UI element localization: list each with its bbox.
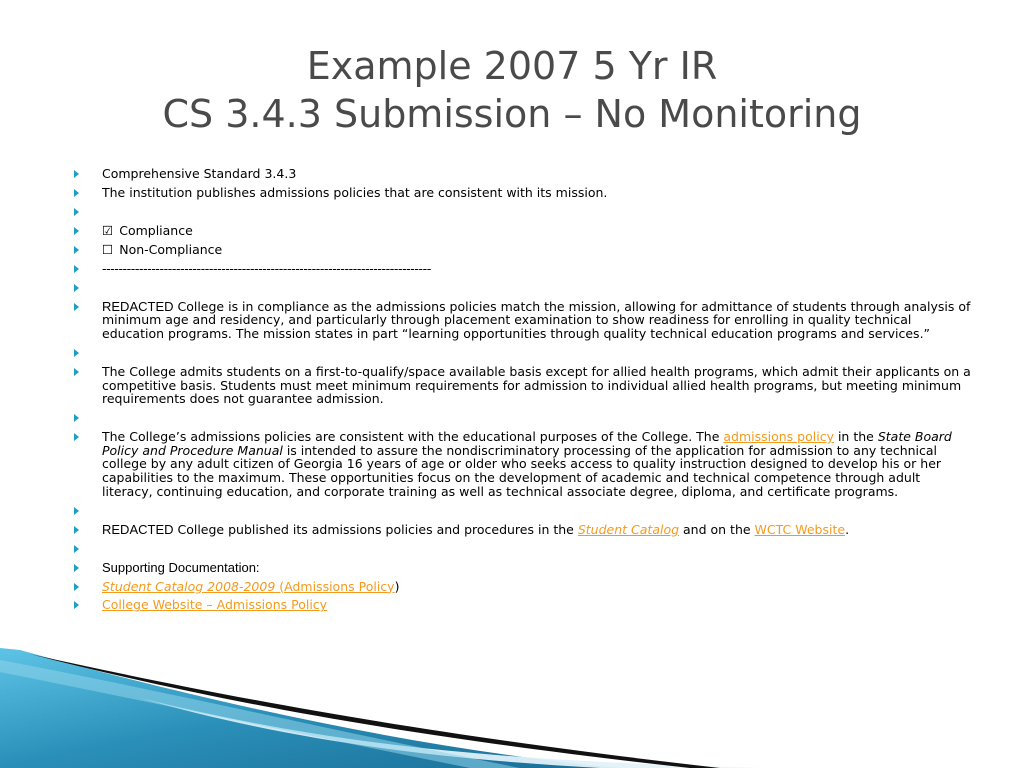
slide-title	[0, 42, 1024, 138]
bullet-arrow-icon	[74, 227, 79, 235]
supporting-docs-heading: Supporting Documentation:	[102, 559, 260, 575]
list-item	[74, 300, 974, 341]
list-item-empty	[74, 205, 974, 219]
list-item	[74, 561, 974, 575]
slide-title-line2: CS 3.4.3 Submission – No Monitoring	[162, 92, 862, 136]
redacted-label: REDACTED	[102, 298, 174, 314]
student-catalog-doc-link[interactable]	[102, 579, 395, 594]
separator-line: --------------------------------------------------------------------------------	[102, 261, 431, 276]
college-website-doc-link[interactable]: College Website – Admissions Policy	[102, 597, 328, 613]
admissions-policy-link[interactable]: admissions policy	[723, 429, 834, 445]
paragraph-published: and on the	[679, 521, 755, 537]
unchecked-box-icon: ☐	[102, 241, 114, 257]
decorative-swoosh	[0, 630, 1024, 768]
bullet-arrow-icon	[74, 349, 79, 357]
list-item	[74, 262, 974, 276]
bullet-arrow-icon	[74, 526, 79, 534]
list-item	[74, 523, 974, 537]
paragraph-compliance: College is in compliance as the admissions policies match the mission, allowing for admittance of students through analysis of minimum age and residency, and particularly through placement examination to show readiness for enrolling in quality technical education programs. The mission states in part “learning opportunities through quality technical education programs and services.”	[102, 298, 971, 342]
noncompliance-label: Non-Compliance	[119, 241, 223, 257]
catalog-close-paren: )	[394, 578, 400, 594]
redacted-label: REDACTED	[102, 521, 174, 537]
bullet-arrow-icon	[74, 170, 79, 178]
bullet-arrow-icon	[74, 246, 79, 254]
bullet-arrow-icon	[74, 601, 79, 609]
slide-body	[74, 167, 974, 617]
list-item-empty	[74, 504, 974, 518]
list-item-empty	[74, 281, 974, 295]
paragraph-policy-text: The College’s admissions policies are consistent with the educational purposes of the College. The	[102, 429, 724, 445]
bullet-arrow-icon	[74, 564, 79, 572]
list-item	[74, 167, 974, 181]
bullet-arrow-icon	[74, 303, 79, 311]
list-item	[74, 598, 974, 612]
list-item	[74, 430, 974, 498]
list-item	[74, 580, 974, 594]
bullet-arrow-icon	[74, 208, 79, 216]
standard-heading: Comprehensive Standard 3.4.3	[102, 166, 297, 181]
bullet-arrow-icon	[74, 583, 79, 591]
catalog-subtitle: (Admissions Policy	[275, 578, 395, 594]
standard-statement: The institution publishes admissions policies that are consistent with its mission.	[102, 184, 608, 200]
list-item	[74, 186, 974, 200]
list-item-empty	[74, 346, 974, 360]
compliance-label: Compliance	[119, 222, 193, 238]
catalog-title: Student Catalog 2008-2009	[102, 578, 276, 594]
bullet-arrow-icon	[74, 265, 79, 273]
bullet-arrow-icon	[74, 545, 79, 553]
student-catalog-link[interactable]: Student Catalog	[577, 521, 680, 537]
wctc-website-link[interactable]: WCTC Website	[754, 521, 846, 537]
bullet-arrow-icon	[74, 414, 79, 422]
manual-title: State Board Policy and Procedure Manual	[102, 429, 952, 458]
paragraph-admissions: The College admits students on a first-to-qualify/space available basis except for allied health programs, which admit their applicants on a competitive basis. Students must meet minimum requirements for admission to individual allied health programs, but meeting minimum requirements does not guarantee admission.	[102, 364, 971, 407]
bullet-arrow-icon	[74, 368, 79, 376]
slide-title-line1: Example 2007 5 Yr IR	[306, 44, 718, 88]
list-item	[74, 365, 974, 406]
list-item	[74, 243, 974, 257]
bullet-arrow-icon	[74, 189, 79, 197]
paragraph-published: .	[845, 521, 850, 537]
swoosh-teal-band	[0, 648, 620, 768]
bullet-arrow-icon	[74, 284, 79, 292]
bullet-arrow-icon	[74, 507, 79, 515]
checked-box-icon: ☑	[102, 222, 114, 238]
bullet-arrow-icon	[74, 433, 79, 441]
list-item-empty	[74, 411, 974, 425]
paragraph-policy-text: in the	[833, 429, 878, 445]
list-item-empty	[74, 542, 974, 556]
paragraph-published: College published its admissions policies and procedures in the	[173, 521, 578, 537]
list-item	[74, 224, 974, 238]
paragraph-policy-text: is intended to assure the nondiscriminatory processing of the application for admission to any technical college by any adult citizen of Georgia 16 years of age or older who seeks access to quality instruction designed to develop his or her capabilities to the maximum. These opportunities focus on the development of academic and technical competence through adult literacy, continuing education, and corporate training as well as technical associate degree, diploma, and certificate programs.	[102, 442, 942, 499]
